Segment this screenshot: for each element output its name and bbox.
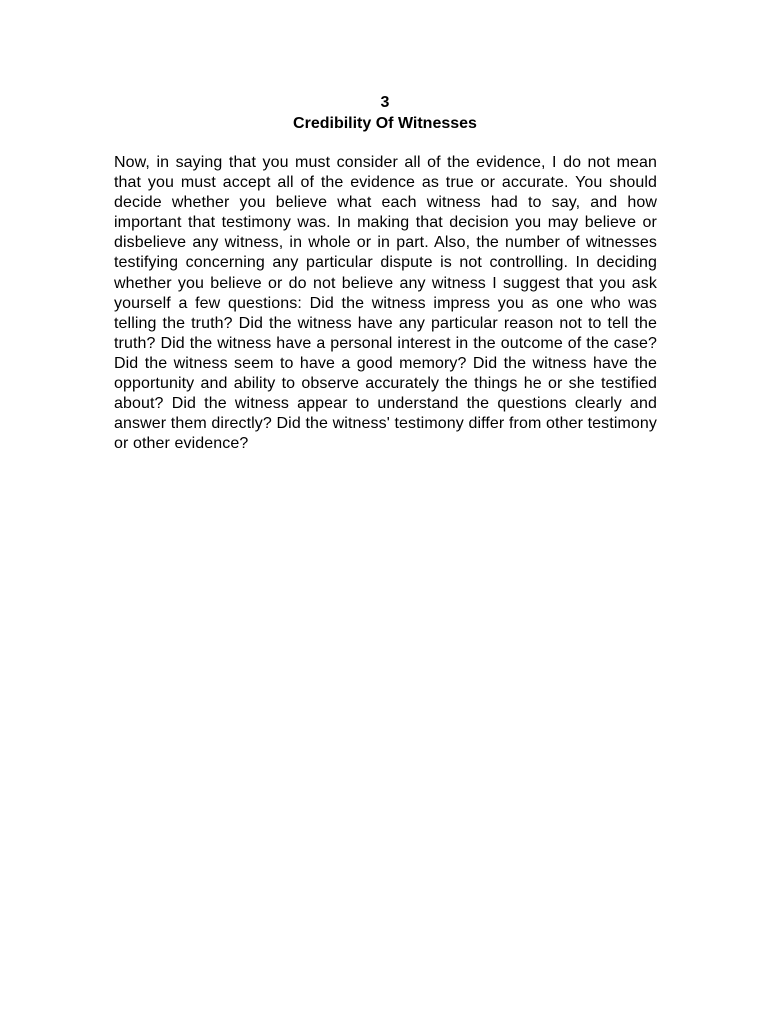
section-number: 3 bbox=[380, 94, 390, 111]
body-paragraph: Now, in saying that you must consider all of the evidence, I do not mean that you must accept all of the evidence as true or accurate. You should decide whether you believe what each witness had to say, and how important that testimony was. In making that decision you may believe or disbelieve any witness, in whole or in part. Also, the number of witnesses testifying concerning any particular dispute is not controlling. In deciding whether you believe or do not believe any witness I suggest that you ask yourself a few questions: Did the witness impress you as one who was telling the truth? Did the witness have any particular reason not to tell the truth? Did the witness have a personal interest in the outcome of the case? Did the witness seem to have a good memory? Did the witness have the opportunity and ability to observe accurately the things he or she testified about? Did the witness appear to understand the questions clearly and answer them directly? Did the witness' testimony differ from other testimony or other evidence? bbox=[114, 154, 657, 453]
section-title: Credibility Of Witnesses bbox=[293, 115, 477, 132]
